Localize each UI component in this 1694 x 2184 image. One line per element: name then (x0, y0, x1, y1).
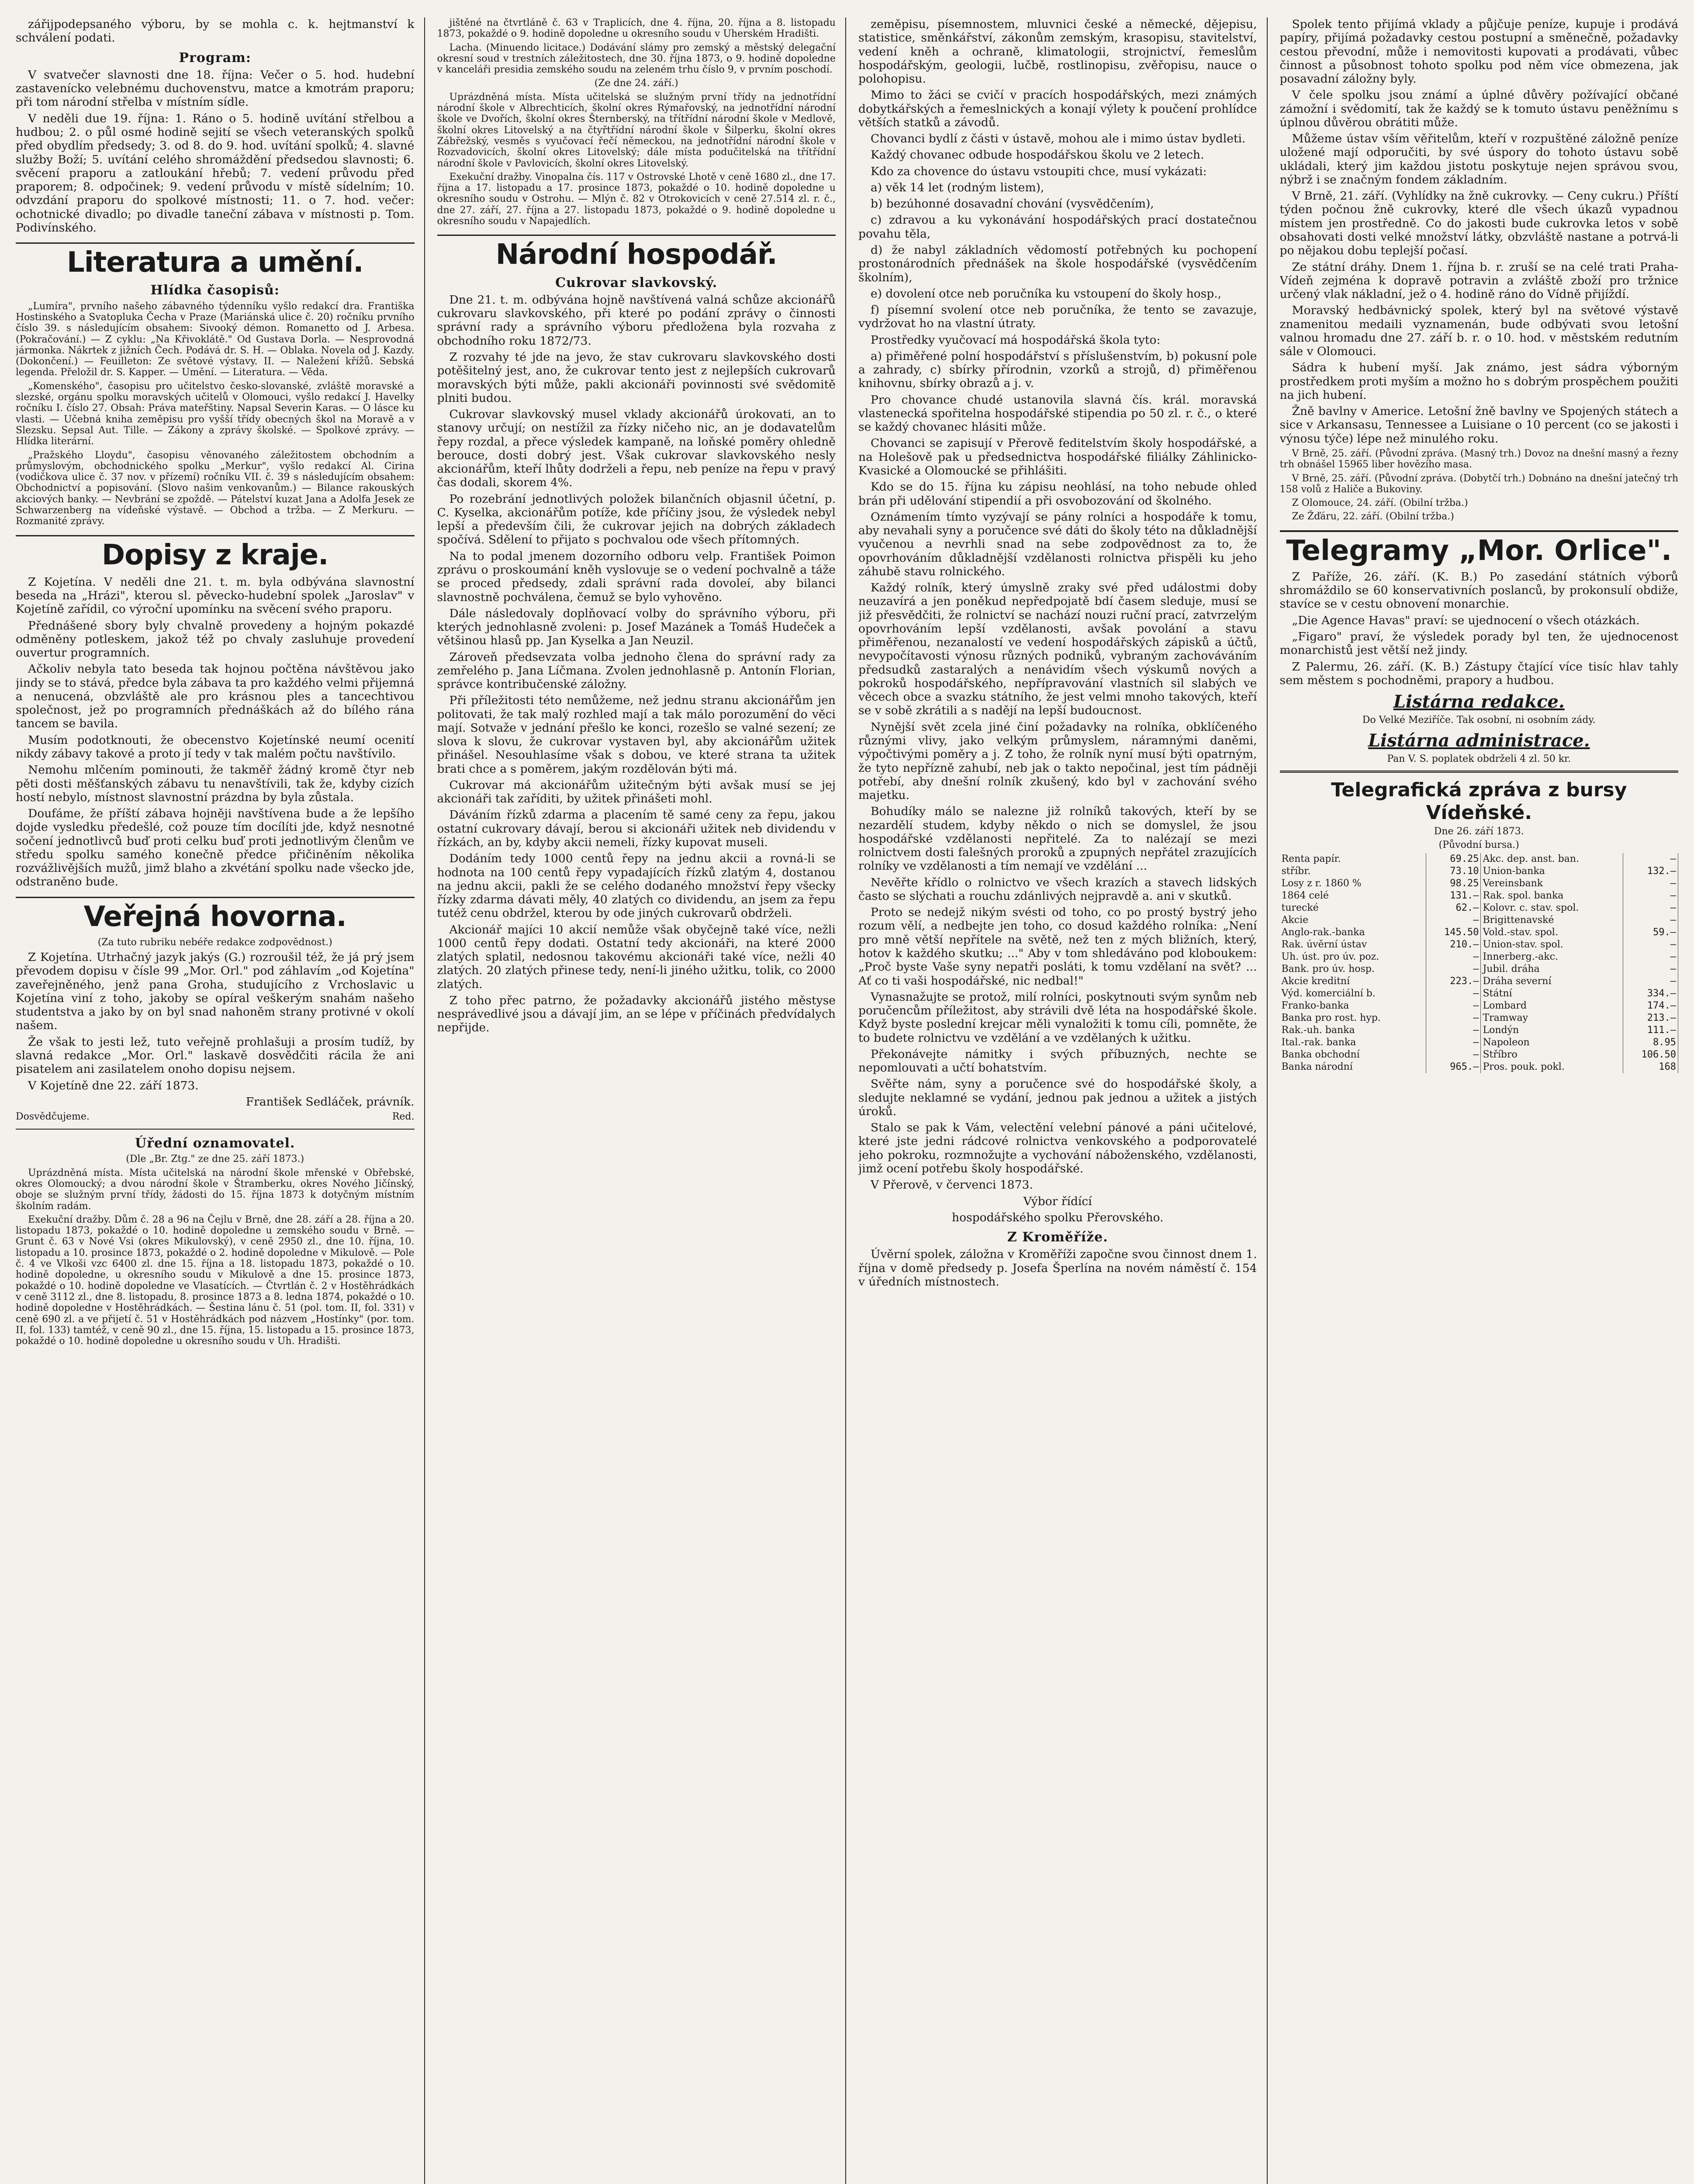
rate-value: 210.— (1426, 939, 1481, 951)
security-name: Dráha severní (1481, 975, 1623, 988)
security-name: Rak.-uh. banka (1280, 1024, 1426, 1037)
paragraph: zeměpisu, písemnostem, mluvnici české a německé, dějepisu, statistice, směnkářství, zákonům zemským, krasopisu, stavitelství, vedení kněh a ochraně, klimatologii, strojnictví, řemeslům hospodářským, geologii, lučbě, rostlinopisu, zvěřopisu, nauce o polohopisu. (858, 17, 1257, 86)
rate-value: — (1426, 1024, 1481, 1037)
rate-value: — (1623, 975, 1678, 988)
security-name: Banka pro rost. hyp. (1280, 1012, 1426, 1024)
paragraph: V Brně, 25. září. (Původní zpráva. (Dobytčí trh.) Dobnáno na dnešní jatečný trh 158 volů z Haliče a Bukoviny. (1279, 473, 1678, 495)
rate-value: 965.— (1426, 1061, 1481, 1073)
security-name: Ital.-rak. banka (1280, 1037, 1426, 1049)
rate-value: 213.— (1623, 1012, 1678, 1024)
rate-value: 145.50 (1426, 926, 1481, 939)
paragraph: Každý rolník, který úmyslně zraky své před událostmi doby neuzavírá a jen poněkud nepředpojatě bdí časem sleduje, musí se již přesvědčiti, že rolnictví se nachází nouzi ruční prací, zatvrzelým opovrhováním lepší vzdělanosti, avšak povolání a stavu přiměřenou, nezanalostí ve vedení hospodářských zápisků a účtů, nevypočítavosti výnosu různých podniků, vybraným zachováváním předsudků zastaralých a nenávidím všech výskumů nových a pokroků hospodářského, nepřípravování vlastních sil slabých ve věcech obce a svazku státního, že jest velmi mnoho takových, kteří se v sobě zkrátili a s nadějí na lepší budoucnost. (858, 581, 1257, 718)
list-item: d) že nabyl základních vědomostí potřebných ku pochopení prostonárodních přednášek na škole hospodářské (vysvědčením školním), (858, 243, 1257, 284)
security-name: Renta papír. (1280, 853, 1426, 865)
table-row (1280, 1000, 1678, 1012)
table-row (1280, 902, 1678, 914)
table-row (1280, 878, 1678, 890)
security-name: Union-stav. spol. (1481, 939, 1623, 951)
security-name: Státní (1481, 988, 1623, 1000)
subsection-title: Z Kroměříže. (1007, 1230, 1108, 1245)
paragraph: Mimo to žáci se cvičí v pracích hospodářských, mezi známých dobytkářských a řemeslnických a konají výlety k poučení prohlídce větších statků a závodů. (858, 88, 1257, 129)
rate-value: — (1623, 951, 1678, 963)
paragraph: Dále následovaly doplňovací volby do správního výboru, při kterých jednohlasně zvoleni: p. Josef Mazánek a Tomáš Hudeček a většinou hlasů pp. Jan Kyselka a Jan Neuzil. (437, 606, 836, 648)
paragraph: V neděli due 19. října: 1. Ráno o 5. hodině uvítání střelbou a hudbou; 2. o půl osmé hodině sejití se všech veteranských spolků před obydlím předsedy; 3. od 8. do 9. hod. uvítání spolků; 4. slavné služby Boží; 5. uvítání celého shromáždění předsedou slavnosti; 6. svěcení praporu a zatloukání hřebů; 7. vedení průvodu před praporem; 8. odpočinek; 9. vedení průvodu v místě sídelním; 10. odvzdání praporu do spolkové místnosti; 11. o 7. hod. večer: ochotnické divadlo; po divadle taneční zábava v místnosti p. Tom. Podivínského. (16, 111, 415, 235)
paragraph: Pan V. S. poplatek obdrželi 4 zl. 50 kr. (1387, 753, 1571, 764)
paragraph: Oznámením tímto vyzývají se pány rolníci a hospodáře k tomu, aby nevahali syny a poručence své dáti do školy této na důkladnější vyučenou a nevrhli snad na sebe zodpovědnost za to, že opovrhováním důkladnější vzdělanosti rolnictva přispěli ku jeho záhubě stavu rolnického. (858, 510, 1257, 578)
rate-value: — (1623, 939, 1678, 951)
paragraph: Uprázdněná místa. Místa učitelská se služným první třídy na jednotřídní národní škole v Albrechticích, školní okres Rýmařovský, na jednotřídní národní škole ve Dvořích, školní okres Šternberský, na třítřídní národní škole v Medlově, školní okres Litovelský a na čtyřtřídní národní škole v Šilperku, školní okres Zábřežský, vesměs s vyučovací řečí německou, na jednotřídní národní škole v Rozvadovicích, školní okres Litovelský; dále místa podučitelská na třítřídní národní škole v Pavlovicích, školní okres Litovelský. (437, 91, 836, 169)
security-name: Losy z r. 1860 % (1280, 878, 1426, 890)
paragraph: Musím podotknouti, že obecenstvo Kojetínské neumí ocenití nikdy zábavy takové a proto jí tedy v tak malém počtu navštívilo. (16, 733, 415, 760)
paragraph: Svěřte nám, syny a poručence své do hospodářské školy, a sledujte neklamné se vydání, jednou pak jednou a užitek a jistých úroků. (858, 1077, 1257, 1118)
rate-value: — (1426, 963, 1481, 975)
rate-value: 73.10 (1426, 865, 1481, 878)
security-name: Pros. pouk. pokl. (1481, 1061, 1623, 1073)
section-title-narodni-hospodar: Národní hospodář. (437, 235, 836, 270)
paragraph: Kdo za chovence do ústavu vstoupiti chce, musí vykázati: (871, 164, 1207, 178)
date-note: (Ze dne 24. září.) (594, 78, 678, 89)
paragraph: Kdo se do 15. října ku zápisu neohlásí, na toho nebude ohled brán při udělování stipendií a při osvobozování od školného. (858, 480, 1257, 508)
column-1 (16, 17, 425, 2184)
paragraph: a) přiměřené polní hospodářství s příslušenstvím, b) pokusní pole a zahrady, c) sbírky přírodnin, vzorků a strojů, d) přiměřenou knihovnu, sbírky obrazů a j. v. (858, 349, 1257, 390)
table-row (1280, 853, 1678, 865)
paragraph: Dáváním řízků zdarma a placením tě samé ceny za řepu, jakou ostatní cukrovary dávají, berou si akcionáři užitek neb dividendu v řízkách, an by, kdyby akcii nemeli, řízky kupovat museli. (437, 808, 836, 850)
listarna-administrace-title: Listárna administrace. (1368, 730, 1590, 751)
paragraph: Prostředky vyučovací má hospodářská škola tyto: (871, 333, 1161, 347)
rate-value: 334.— (1623, 988, 1678, 1000)
rate-value: 168 (1623, 1061, 1678, 1073)
security-name: Jubil. dráha (1481, 963, 1623, 975)
subsection-title: Cukrovar slavkovský. (555, 275, 718, 290)
paragraph: Bohudíky málo se nalezne již rolníků takových, kteří by se nezardělí studem, kdyby někdo o nich se domyslel, že jsou hospodářské vzdělanosti nepřitelé. Za to nalézají se mezi rolnictvem dosti falešných proroků a zpupných nepřátel zrazujících rolníky ve vzdělanosti a tím nemají ve vzdělání ... (858, 805, 1257, 873)
paragraph: „Pražského Lloydu", časopisu věnovaného záležitostem obchodním a průmyslovým, obchodnického spolku „Merkur", vyšlo redakcí Al. Cirina (vodičkova ulice č. 37 nov. v přízemí) ročníku VII. č. 39 s následujícím obsahem: Obchodnictví a popisování. (Slovo našim venkovanům.) — Bilance rakouských akciových banky. — Nevbrání se zpoždě. — Pátelství kuzat Jana a Adolfa Jesek ze Schwarzenberg na vídeňské výstavě. — Obchod a tržba. — Z Merkuru. — Rozmanité zprávy. (16, 449, 415, 527)
security-name: Kolovr. c. stav. spol. (1481, 902, 1623, 914)
divider (16, 1129, 415, 1130)
security-name: Franko-banka (1280, 1000, 1426, 1012)
paragraph: Po rozebrání jednotlivých položek bilančních objasnil účetní, p. C. Kyselka, akcionářům potíže, kde příčiny jsou, že výsledek nebyl lepší a především čili, že cukrovar jejich na dobrých základech spočívá. Sdělení to přijato s pochvalou ode všech přítomných. (437, 492, 836, 547)
security-name: Stříbro (1481, 1049, 1623, 1061)
security-name: stříbr. (1280, 865, 1426, 878)
security-name: Brigittenavské (1481, 914, 1623, 926)
security-name: Union-banka (1481, 865, 1623, 878)
rate-value: — (1623, 914, 1678, 926)
paragraph: Uprázdněná místa. Místa učitelská na národní škole mřenské v Obřebské, okres Olomoucký; a dvou národní škole v Štramberku, okres Nového Jičínský, oboje se služným první třídy, žádosti do 15. října 1873 k dotyčným místním školním radám. (16, 1167, 415, 1212)
bourse-table (1280, 853, 1679, 1073)
security-name: Lombard (1481, 1000, 1623, 1012)
rate-value: — (1426, 914, 1481, 926)
bourse-title: Telegrafická zpráva z bursy Vídeňské. (1331, 779, 1627, 824)
rate-value: — (1623, 902, 1678, 914)
paragraph: Můžeme ústav vším věřitelům, kteří v rozpuštěné záložně peníze uložené mají odporučiti, by své úspory do tohoto ústavu sobě ukládali, který jim každou jistotu poskytuje nejen správou svou, nýbrž i se značným fondem základním. (1279, 132, 1678, 187)
security-name: Banka obchodní (1280, 1049, 1426, 1061)
subsection-title: Hlídka časopisů: (150, 283, 280, 298)
rate-value: — (1623, 890, 1678, 902)
table-row (1280, 890, 1678, 902)
paragraph: „Die Agence Havas" praví: se ujednocení o všech otázkách. (1292, 613, 1640, 627)
paragraph: Úvěrní spolek, záložna v Kroměříži započne svou činnost dnem 1. října v domě předsedy p. Josefa Šperlína na novém náměstí č. 154 v úředních místnostech. (858, 1248, 1257, 1289)
rate-value: 98.25 (1426, 878, 1481, 890)
rate-value: — (1426, 1049, 1481, 1061)
rate-value: 69.25 (1426, 853, 1481, 865)
paragraph: Z Kojetína. Utrhačný jazyk jakýs (G.) rozroušil též, že já prý jsem převodem dopisu v čísle 99 „Mor. Orl." pod záhlavím „od Kojetína" zaveřejněného, jenž pana Groha, studujícího z Vrchoslavic u Kojetína viní z toho, jakoby se opíral veškerým snahám našeho studentstva a jako by on byl snad nahoněm strany protivné v okolí našem. (16, 950, 415, 1033)
paragraph: Z Paříže, 26. září. (K. B.) Po zasedání státních výborů shromáždilo se 60 konservativních poslanců, by prokonsulí obdiže, stavíce se v cestu obnovení monarchie. (1279, 570, 1678, 611)
editor-mark: Red. (392, 1111, 415, 1123)
paragraph: V Kojetíně dne 22. září 1873. (28, 1078, 199, 1092)
list-item: c) zdravou a ku vykonávání hospodářských prací dostatečnou povahu těla, (858, 213, 1257, 241)
table-row (1280, 1024, 1678, 1037)
column-2 (437, 17, 847, 2184)
table-row (1280, 926, 1678, 939)
paragraph: Sádra k hubení myší. Jak známo, jest sádra výborným prostředkem proti myším a možno ho s dobrým prospěchem použiti na jich hubení. (1279, 361, 1678, 402)
column-3 (858, 17, 1268, 2184)
section-title-verejna-hovorna: Veřejná hovorna. (16, 897, 415, 932)
paragraph: Cukrovar má akcionářům užitečným býti avšak musí se jej akcionáři tak zaříditi, by užitek přinášeti mohl. (437, 778, 836, 806)
list-item: b) bezúhonné dosavadní chování (vysvědčením), (871, 197, 1154, 211)
list-item: f) písemní svolení otce neb poručníka, že tento se zavazuje, vydržovat ho na vlastní útraty. (858, 303, 1257, 331)
rate-value: 223.— (1426, 975, 1481, 988)
table-row (1280, 963, 1678, 975)
paragraph: Ze Žďáru, 22. září. (Obilní tržba.) (1292, 511, 1454, 522)
security-name: Akc. dep. anst. ban. (1481, 853, 1623, 865)
security-name: Vereinsbank (1481, 878, 1623, 890)
security-name: Napoleon (1481, 1037, 1623, 1049)
rate-value: 111.— (1623, 1024, 1678, 1037)
paragraph: „Komenského", časopisu pro učitelstvo česko-slovanské, zvláště moravské a slezské, orgánu spolku moravských učitelů v Olomouci, vyšlo redakcí J. Havelky ročníku I. číslo 27. Obsah: Práva mateřštiny. Napsal Severin Karas. — O lásce ku vlasti. — Učebná kniha zeměpisu pro vyšší třídy obecných škol na Moravě a v Slezsku. Sepsal Aut. Tille. — Zákony a zprávy školské. — Spolkové zprávy. — Hlídka literární. (16, 380, 415, 447)
paragraph: Proto se nedejž nikým svésti od toho, co po prostý bystrý jeho rozum vělí, a nedbejte jen toho, co dosud každého rolníka: „Není pro mně větší nepřítele na světě, než ten z mých bližních, který, hotov k každého skutku; ..." Aby v tom shledáváno pod kloboukem: „Proč byste Vaše syny nepatři posláti, k tomu vzdělaní na svět? ... Ať co ti vaši hospodářské, nic nedbal!" (858, 905, 1257, 988)
list-item: e) dovolení otce neb poručníka ku vstoupení do školy hosp., (871, 287, 1222, 301)
table-row (1280, 975, 1678, 988)
paragraph: zářijpodepsaného výboru, by se mohla c. k. hejtmanství k schválení podati. (16, 17, 415, 45)
section-title-dopisy: Dopisy z kraje. (16, 535, 415, 570)
paragraph: Akcionář majíci 10 akcií nemůže však obyčejně také více, nežli 1000 centů řepy dodati. Ostatní tedy akcionáři, na které 2000 zlatých splatil, nedosnou takovému akcionáři také více, nežli 40 zlatých. 20 zlatých přinese tedy, není-li jiného užitku, tolik, co 2000 zlatých. (437, 923, 836, 991)
paragraph: Do Velké Meziříče. Tak osobní, ni osobním zády. (1362, 715, 1596, 726)
paragraph: Lacha. (Minuendo licitace.) Dodávání slámy pro zemský a městský delegační okresní soud v trestních záležitostech, dne 30. října 1873, o 9. hodině dopoledne v kanceláři presidia zemského soudu na zeleném trhu číslo 9, v prvním poschodí. (437, 42, 836, 76)
paragraph: Z Palermu, 26. září. (K. B.) Zástupy čtající více tisíc hlav tahly sem městem s pochodněmi, prapory a hudbou. (1279, 660, 1678, 687)
listarna-redakce-title: Listárna redakce. (1393, 691, 1565, 712)
paragraph: Z toho přec patrno, že požadavky akcionářů jistého městyse nesprávedlivé jsou a dávají jim, an se lépe v příčinách předvídalych nepřijde. (437, 993, 836, 1035)
note: (Za tuto rubriku nebéře redakce zodpovědnost.) (97, 936, 332, 948)
paragraph: Zároveň předsevzata volba jednoho člena do správní rady za zemřelého p. Jana Líčmana. Zvolen jednohlasně p. Antonín Florian, správce kontribučenské záložny. (437, 650, 836, 691)
paragraph: Cukrovar slavkovský musel vklady akcionářů úrokovati, an to stanovy určují; on nestížil za řízky ničeho nic, an je dodavatelům řepy rozdal, a přece výsledek kampaně, na loňské poměry ohledně berouce, dosti dobrý jest. Však cukrovar slavkovského nesly akcionářům, kteří lhůty dodrželi a řepu, neb peníze na řepu v pravý čas dodali, skorem 4%. (437, 408, 836, 490)
paragraph: Že však to jesti lež, tuto veřejně prohlašuji a prosím tudíž, by slavná redakce „Mor. Orl." laskavě dosvědčiti rácila že ani pisatelem ani zasilatelem onoho dopisu nejsem. (16, 1035, 415, 1076)
paragraph: Exekuční dražby. Vinopalna čís. 117 v Ostrovské Lhotě v ceně 1680 zl., dne 17. října a 17. listopadu a 17. prosince 1873, pokaždé o 10. hodině dopoledne u okresního soudu v Ostrohu. — Mlýn č. 82 v Otrokovicích v ceně 27.514 zl. r. č., dne 27. září, 27. října a 27. listopadu 1873, pokaždé o 9. hodině dopoledne u okresního soudu v Napajedlích. (437, 171, 836, 227)
paragraph: Každý chovanec odbude hospodářskou školu ve 2 letech. (871, 148, 1204, 162)
paragraph: Na to podal jmenem dozorního odboru velp. František Poimon zprávu o proskoumání kněh vyslovuje se o vedení pochvalně a táže se proced předsedy, zdali správní rada dovoleí, aby bilanci slavnostně pochválena, čemuž se bylo vyhověno. (437, 549, 836, 604)
paragraph: V Brně, 25. září. (Původní zpráva. (Masný trh.) Dovoz na dnešní masný a řezny trh obnášel 15965 liber hovězího masa. (1279, 448, 1678, 470)
dateline: V Přerově, v červenci 1873. (871, 1178, 1033, 1192)
table-row (1280, 1012, 1678, 1024)
rate-value: 132.— (1623, 865, 1678, 878)
paragraph: Moravský hedbávnický spolek, který byl na světové výstavě znamenitou medaili vyznamenán, bude odbývati svou letošní valnou hromadu dne 27. září b. r. o 10. hod. v městském redutním sále v Olomouci. (1279, 304, 1678, 359)
security-name: Bank. pro úv. hosp. (1280, 963, 1426, 975)
paragraph: Vynasnažujte se protož, milí rolníci, poskytnouti svým synům neb poručencům příležitost, aby strávili dvě léta na hospodářské škole. Když byste poslední krejcar měli vynaložiti k tomu cíli, pomněte, že to budete rolnictvu ve vzdělání a ve vzdělaných k užitku. (858, 990, 1257, 1045)
paragraph: V čele spolku jsou známí a úplné důvěry požívající občané zámožní i svědomití, tak že každý se k tomuto ústavu peněžnímu s úplnou důvěrou obrátiti může. (1279, 88, 1678, 129)
table-row (1280, 865, 1678, 878)
rate-value: 59.— (1623, 926, 1678, 939)
paragraph: Nemohu mlčením pominouti, že takměř žádný kromě čtyr neb pěti dosti měšťanských zábavu tu nenavštívili, tak že, kdyby cizích hostí nebylo, místnost slavnostní prázdna by byla zůstala. (16, 763, 415, 804)
paragraph: Nevěřte křídlo o rolnictvo ve všech krazích a stavech lidských často se slýchati a rouchu zdánlivých nejpravdě a. ani v skutků. (858, 875, 1257, 903)
subsection-title: Úřední oznamovatel. (135, 1136, 295, 1151)
paragraph: Překonávejte námitky i svých příbuzných, nechte se nepomlouvati a učtí bohatstvím. (858, 1047, 1257, 1075)
security-name: Innerberg.-akc. (1481, 951, 1623, 963)
security-name: Anglo-rak.-banka (1280, 926, 1426, 939)
security-name: Banka národní (1280, 1061, 1426, 1073)
security-name: Akcie kreditní (1280, 975, 1426, 988)
table-row (1280, 1037, 1678, 1049)
paragraph: Doufáme, že příští zábava hojněji navštívena bude a že lepšího dojde vysledku předešlé, což pouze tím docílíti jde, když nesnotné sočení jednotlivců buď proti celku buď proti jednotlivým členům ve středu spolku samého konečně předce přičiněním několika rozvážlivějších mužů, jimž blaho a zkvétání spolku nade všecko jde, odstraněno bude. (16, 807, 415, 889)
list-item: a) věk 14 let (rodným listem), (871, 180, 1044, 194)
rate-value: 106.50 (1623, 1049, 1678, 1061)
table-row (1280, 988, 1678, 1000)
rate-value: — (1426, 988, 1481, 1000)
paragraph: Ze státní dráhy. Dnem 1. října b. r. zruší se na celé trati Praha-Vídeň zejména k dopravě potravin a zvláště zboží pro tržnice určený vlak nákladní, jež o 4. hodině ráno do Vídně přijíždí. (1279, 260, 1678, 301)
program-heading: Program: (179, 50, 251, 66)
paragraph: V svatvečer slavnosti dne 18. října: Večer o 5. hod. hudební zastavenícko velebnému duchovenstvu, matce a kmotrám praporu; při tom národní střelba v místním sídle. (16, 68, 415, 109)
paragraph: Stalo se pak k Vám, velectění velební pánové a páni učitelové, které jste jedni rádcové rolnictva venkovského a podporovatelé jeho pokroku, rozmnožujte a vychování náboženského, vzdělanosti, jimž ocení potřebu školy hospodářské. (858, 1121, 1257, 1175)
security-name: Výd. komerciální b. (1280, 988, 1426, 1000)
table-row (1280, 939, 1678, 951)
section-title-literatura: Literatura a umění. (16, 242, 415, 277)
paragraph: Z rozvahy té jde na jevo, že stav cukrovaru slavkovského dosti potěšitelný jest, ano, že cukrovar tento jest z nejlepších cukrovarů moravských býti může, pakli akcionáři povinnosti své svědomitě plniti budou. (437, 350, 836, 405)
paragraph: „Lumíra", prvního našeho zábavného týdenníku vyšlo redakcí dra. Františka Hostinského a Svatopluka Čecha v Praze (Mariánská ulice č. 20) ročníku prvního číslo 39. s následujícím obsahem: Sivooký démon. Romanetto od J. Arbesa. (Pokračování.) — Z cyklu: „Na Křivoklátě." Od Gustava Dorla. — Nesprovodná jármonka. Nákrtek z jižních Čech. Podává dr. S. H. — Oblaka. Novela od J. Kazdy. (Dokončení.) — Feuilleton: Ze světové výstavy. II. — Naležení křížů. Sebská legenda. Přeložil dr. S. Kapper. — Umění. — Literatura. — Věda. (16, 301, 415, 378)
paragraph: Pro chovance chudé ustanovila slavná čís. král. moravská vlastenecká spořitelna hospodářské stipendia po 50 zl. r. č., o které se každý chovanec hlásiti může. (858, 393, 1257, 434)
security-name: 1864 celé (1280, 890, 1426, 902)
rate-value: — (1426, 1037, 1481, 1049)
security-name: Rak. spol. banka (1481, 890, 1623, 902)
note: (Dle „Br. Ztg." ze dne 25. září 1873.) (126, 1154, 304, 1165)
attestation-row (16, 1111, 415, 1123)
paragraph: Ačkoliv nebyla tato beseda tak hojnou počtěna návštěvou jako jindy se to stává, předce byla zábava ta pro každého velmi přijemná a nenucená, obzvláště ale pro krásnou ples a tancechtivou společnost, jež po programních přednáškách až do bílého rána tancem se bavila. (16, 662, 415, 731)
paragraph: „Figaro" praví, že výsledek porady byl ten, že ujednocenost monarchistů jest větší než jindy. (1279, 630, 1678, 657)
security-name: turecké (1280, 902, 1426, 914)
paragraph: Nynější svět zcela jiné činí požadavky na rolníka, obklíčeného různými vlivy, jako velkým průmyslem, náramnými daněmi, výpočtivými poměry a j. Z toho, že rolník nyní musí býti opatrným, že tyto nepřízně zahubí, neb jak o takto nepočinal, jest tím pádněji potřebí, aby dnešní rolník zkušený, kdo byl v zachování svého majetku. (858, 720, 1257, 802)
paragraph: Spolek tento přijímá vklady a půjčuje peníze, kupuje i prodává papíry, přijímá požadavky cestou postupní a směnečně, požadavky cestou převodní, může i nemovitosti kupovati a prodávati, vůbec činnost a působnost tohoto spolku pod něm více obmezena, jak posavadní záložny byly. (1279, 17, 1678, 86)
rate-value: — (1623, 963, 1678, 975)
table-row (1280, 951, 1678, 963)
paragraph: Chovanci bydlí z části v ústavě, mohou ale i mimo ústav bydleti. (871, 132, 1246, 146)
rate-value: — (1426, 951, 1481, 963)
paragraph: Žně bavlny v Americe. Letošní žně bavlny ve Spojených státech a sice v Arkansasu, Tennessee a Luisiane o 10 percent (co se jakosti i výnosu týče) lépe než minulého roku. (1279, 404, 1678, 446)
paragraph: Dodáním tedy 1000 centů řepy na jednu akcii a rovná-li se hodnota na 100 centů řepy vypadajících řízků zlatým 4, dostanou na jednu akcii, pakli že se celého dodaného množství řepy všecky řízky zdarma dávati měly, 40 zlatých co dividendu, an jsem za řepu tutéž cenu obdržel, kterou by ode jiných cukrovarů obdrželi. (437, 852, 836, 920)
table-row (1280, 1049, 1678, 1061)
signature: Výbor řídící (1023, 1194, 1092, 1208)
paragraph: jištěné na čtvrtláně č. 63 v Traplicích, dne 4. října, 20. října a 8. listopadu 1873, pokaždé o 9. hodině dopoledne u okresního soudu v Uherském Hradišti. (437, 17, 836, 40)
signature: František Sedláček, právník. (245, 1095, 415, 1109)
table-row (1280, 1061, 1678, 1073)
paragraph: Z Olomouce, 24. září. (Obilní tržba.) (1292, 498, 1468, 509)
bourse-date: Dne 26. září 1873. (1434, 826, 1524, 837)
security-name: Uh. úst. pro úv. poz. (1280, 951, 1426, 963)
paragraph: Přednášené sbory byly chvalně provedeny a hojným pokazdé odměněny potleskem, jakož též po chvaly zasluhuje provedení ouvertur programních. (16, 619, 415, 660)
security-name: Tramway (1481, 1012, 1623, 1024)
rate-value: 131.— (1426, 890, 1481, 902)
rate-value: 174.— (1623, 1000, 1678, 1012)
signature: hospodářského spolku Přerovského. (952, 1210, 1164, 1224)
bourse-subtitle: (Původní bursa.) (1438, 840, 1519, 851)
divider (1280, 771, 1679, 773)
rate-value: 8.95 (1623, 1037, 1678, 1049)
paragraph: V Brně, 21. září. (Vyhlídky na žně cukrovky. — Ceny cukru.) Příští týden počnou žně cukrovky, které dle všech úkazů vypadnou místem jen prostředně. Co do jakosti bude cukrovka letos v sobě obsahovati dosti velké množství látky, obzvláště nastane a potrvá-li po nějakou dobu teplejší počasí. (1279, 189, 1678, 258)
rate-value: — (1426, 1000, 1481, 1012)
section-title-telegramy: Telegramy „Mor. Orlice". (1280, 530, 1679, 566)
paragraph: Chovanci se zapisují v Přerově feditelstvím školy hospodářské, a na Holešově pak u předsednictva hospodářské filiálky Záhlinicko-Kvasické a Olomoucké se přihlášiti. (858, 436, 1257, 477)
paragraph: Exekuční dražby. Dům č. 28 a 96 na Čejlu v Brně, dne 28. září a 28. října a 20. listopadu 1873, pokaždé o 10. hodině dopoledne u zemského soudu v Brně. — Grunt č. 63 v Nové Vsi (okres Mikulovský), v ceně 2950 zl., dne 10. října, 10. listopadu a 10. prosince 1873, pokaždé o 2. hodině dopoledne v Mikulově. — Pole č. 4 ve Vlkoši vzc 6400 zl. dne 15. října a 18. listopadu 1873, pokaždé o 10. hodině dopoledne, u okresního soudu v Mikulově a dne 15. prosince 1873, pokaždé o 10. hodině dopoledne ve Vlasatících. — Čtvrtlán č. 2 v Hostěhrádkách v ceně 3112 zl., dne 8. listopadu, 8. prosince 1873 a 8. ledna 1874, pokaždé o 10. hodině dopoledne v Hostěhrádkách. — Šestina lánu č. 51 (pol. tom. II, fol. 331) v ceně 690 zl. a ve přijetí č. 51 v Hostěhrádkách pod názvem „Hostínky" (por. tom. II, fol. 133) tamtéž, v ceně 90 zl., dne 15. října, 15. listopadu a 15. prosince 1873, pokaždé o 10. hodině dopoledne u okresního soudu v Uh. Hradišti. (16, 1214, 415, 1347)
attestation-label: Dosvědčujeme. (16, 1111, 90, 1123)
rate-value: — (1426, 1012, 1481, 1024)
rate-value: — (1623, 878, 1678, 890)
security-name: Londýn (1481, 1024, 1623, 1037)
rate-value: — (1623, 853, 1678, 865)
paragraph: Dne 21. t. m. odbývána hojně navštívená valná schůze akcionářů cukrovaru slavkovského, při které po podání zprávy o činnosti správní rady a správního výboru předložena byla rozvaha z obchodního roku 1872/73. (437, 293, 836, 348)
column-4 (1280, 17, 1679, 2184)
paragraph: Z Kojetína. V neděli dne 21. t. m. byla odbývána slavnostní beseda na „Hrázi", kterou sl. pěvecko-hudební spolek „Jaroslav" v Kojetíně zařídil, co výroční upomínku na svěcení svého praporu. (16, 575, 415, 616)
rate-value: 62.— (1426, 902, 1481, 914)
security-name: Vold.-stav. spol. (1481, 926, 1623, 939)
security-name: Akcie (1280, 914, 1426, 926)
table-row (1280, 914, 1678, 926)
paragraph: Při příležitosti této nemůžeme, než jednu stranu akcionářům jen politovati, že tak malý rozhled mají a tak málo porozumění do věci mají. Sotvaže v jednání přešlo ke konci, rozešlo se valné sezení; ze slova k slovu, že cukrovar vystaven byl, aby akcionářům užitek přinášel. Nesouhlasíme však s dobou, ve které strana ta užitek brati chce a s poměrem, jakým rozdělován býti má. (437, 694, 836, 776)
security-name: Rak. úvěrní ústav (1280, 939, 1426, 951)
